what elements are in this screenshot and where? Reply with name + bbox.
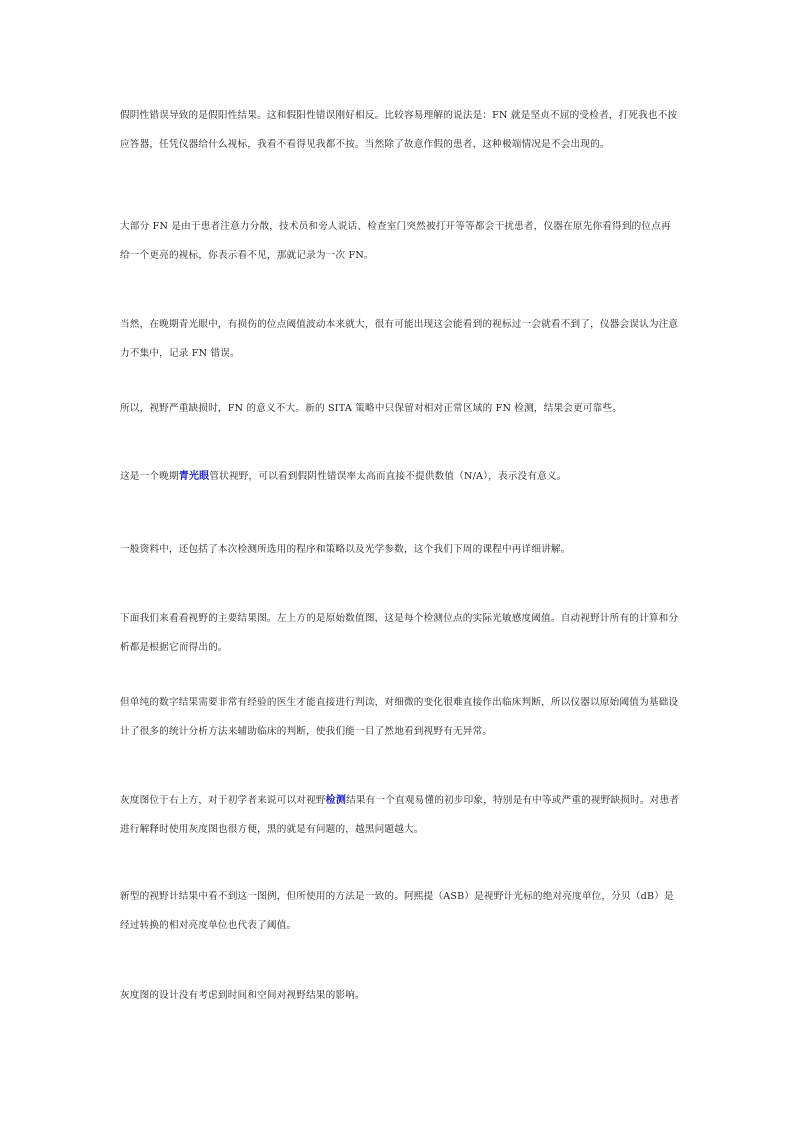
paragraph-statistics: 但单纯的数字结果需要非常有经验的医生才能直接进行判读，对细微的变化很难直接作出临床判断，所以仪器以原始阈值为基础设计了很多的统计分析方法来辅助临床的判断，使我们能一目了然地看到视野有无异常。	[120, 697, 679, 737]
paragraph-units: 新型的视野计结果中看不到这一图例，但所使用的方法是一致的。阿熙提（ASB）是视野计光标的绝对亮度单位，分贝（dB）是经过转换的相对亮度单位也代表了阈值。	[120, 891, 674, 931]
paragraph-false-negative-intro: 假阴性错误导致的是假阳性结果。这和假阳性错误刚好相反。比较容易理解的说法是：FN 就是坚贞不屈的受检者，打死我也不按应答器，任凭仪器给什么视标，我看不看得见我都不按。当然除了故意作假的患者，这种极端情况是不会出现的。	[120, 110, 678, 150]
paragraph-main-results: 下面我们来看看视野的主要结果图。左上方的是原始数值图，这是每个检测位点的实际光敏感度阈值。自动视野计所有的计算和分析都是根据它而得出的。	[120, 613, 679, 653]
paragraph-grayscale-map	[120, 787, 680, 844]
paragraph-late-glaucoma: 当然，在晚期青光眼中，有损伤的位点阈值波动本来就大，很有可能出现这会能看到的视标过一会就看不到了，仪器会误认为注意力不集中，记录 FN 错误。	[120, 319, 679, 359]
paragraph-text-after: 结果有一个直观易懂的初步印象，特别是有中等或严重的视野缺损时。对患者进行解释时使用灰度图也很方便，黑的就是有问题的，越黑问题越大。	[120, 795, 680, 835]
paragraph-text-after: 管状视野，可以看到假阴性错误率太高而直接不提供数值（N/A），表示没有意义。	[209, 471, 567, 482]
paragraph-general-info: 一般资料中，还包括了本次检测所选用的程序和策略以及光学参数，这个我们下周的课程中再详细讲解。	[120, 544, 571, 555]
glaucoma-link[interactable]: 青光眼	[178, 471, 210, 482]
detection-link[interactable]: 检测	[325, 795, 347, 806]
paragraph-fn-causes: 大部分 FN 是由于患者注意力分散，技术员和旁人说话、检查室门突然被打开等等都会干扰患者，仪器在原先你看得到的位点再给一个更亮的视标，你表示看不见，那就记录为一次 FN。	[120, 221, 671, 261]
paragraph-tubular-field	[120, 463, 680, 492]
paragraph-grayscale-limits: 灰度图的设计没有考虑到时间和空间对视野结果的影响。	[120, 990, 365, 1001]
paragraph-sita-strategy	[120, 395, 680, 424]
paragraph-text-before: 灰度图位于右上方，对于初学者来说可以对视野	[120, 795, 326, 806]
paragraph-text-before: 这是一个晚期	[120, 471, 179, 482]
paragraph-sita-strategy-text: 所以，视野严重缺损时，FN 的意义不大。新的 SITA 策略中只保留对相对正常区域的 FN 检测，结果会更可靠些。	[120, 403, 623, 414]
